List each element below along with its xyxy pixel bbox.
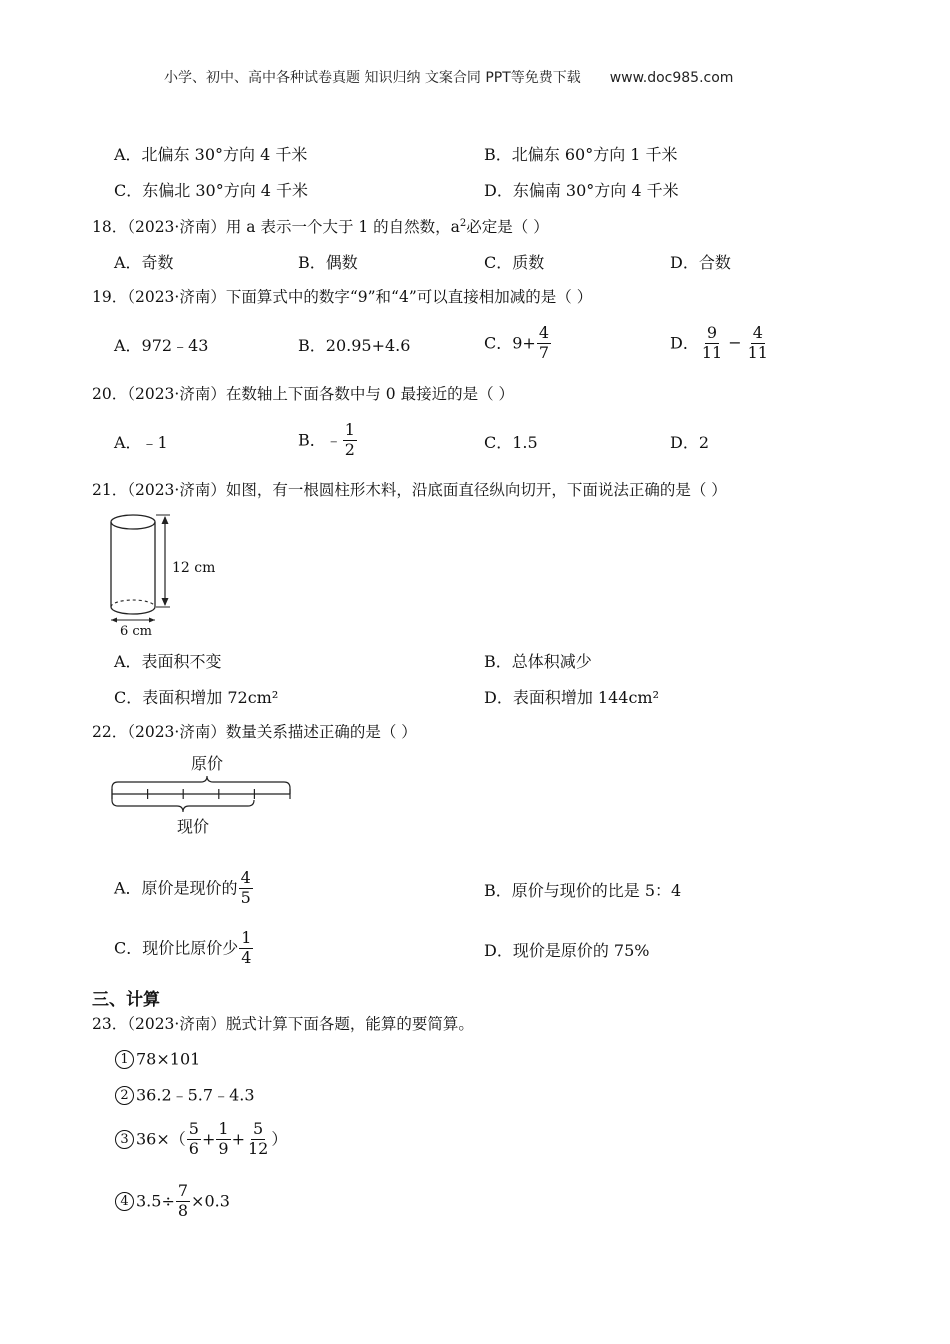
fraction-numerator: 7 [177, 1181, 189, 1200]
q23-item-4 [115, 1183, 230, 1220]
q23-item-3-prefix: 36×（ [136, 1129, 186, 1149]
q21-option-d[interactable]: D．表面积增加 144cm² [484, 688, 660, 707]
cylinder-bottom-back [111, 600, 155, 607]
q17-option-b[interactable]: B．北偏东 60°方向 1 千米 [484, 145, 678, 164]
current-price-label: 现价 [176, 817, 210, 836]
q19-option-a[interactable]: A．972﹣43 [114, 336, 209, 355]
price-bar-figure [105, 750, 300, 840]
q19-option-d-fraction-1 [700, 325, 724, 362]
fraction-denominator: 5 [240, 887, 251, 907]
header-site-link[interactable]: www.doc985.com [609, 70, 734, 86]
q20-option-a[interactable]: A．﹣1 [114, 433, 168, 452]
q20-option-d[interactable]: D．2 [670, 433, 710, 452]
fraction-numerator: 1 [344, 420, 355, 439]
q23-item-3-fraction-3 [246, 1121, 270, 1158]
q21-stem: 21．（2023·济南）如图，有一根圆柱形木料，沿底面直径纵向切开，下面说法正确的是（ ） [92, 481, 727, 499]
q19-option-c-fraction [537, 325, 551, 362]
q23-item-3-fraction-1 [187, 1121, 201, 1158]
cylinder-bottom-front [111, 607, 155, 614]
q23-item-3-fraction-2 [216, 1121, 230, 1158]
width-label: 6 cm [120, 624, 153, 639]
q18-option-a[interactable]: A．奇数 [114, 253, 174, 272]
fraction-denominator: 11 [747, 342, 768, 362]
fraction-denominator: 2 [344, 439, 355, 459]
height-label: 12 cm [172, 560, 216, 576]
circled-number: 1 [115, 1050, 134, 1069]
plus-sign: + [201, 1129, 216, 1149]
section-title: 三、计算 [92, 990, 160, 1010]
q17-option-d[interactable]: D．东偏南 30°方向 4 千米 [484, 181, 679, 200]
q21-option-b[interactable]: B．总体积减少 [484, 652, 592, 671]
fraction-numerator: 1 [241, 928, 252, 947]
q18-option-c[interactable]: C．质数 [484, 253, 545, 272]
fraction-numerator: 9 [706, 323, 718, 342]
q18-option-b[interactable]: B．偶数 [298, 253, 358, 272]
q22-option-a-fraction [239, 870, 253, 907]
q20-option-c[interactable]: C．1.5 [484, 433, 538, 452]
q23-item-3 [115, 1121, 287, 1158]
q23-stem: 23．（2023·济南）脱式计算下面各题，能算的要简算。 [92, 1015, 474, 1033]
fraction-denominator: 12 [247, 1138, 269, 1158]
q19-option-c[interactable] [484, 325, 552, 362]
top-brace [112, 776, 290, 794]
q20-stem: 20．（2023·济南）在数轴上下面各数中与 0 最接近的是（ ） [92, 385, 514, 403]
q19-option-d[interactable] [670, 325, 771, 362]
q18-option-d[interactable]: D．合数 [670, 253, 731, 272]
fraction-numerator: 5 [188, 1119, 199, 1138]
q23-item-4-suffix: ×0.3 [191, 1191, 230, 1211]
circled-number: 2 [115, 1086, 134, 1105]
q18-stem-text: 18．（2023·济南）用 a 表示一个大于 1 的自然数，a [92, 218, 460, 237]
fraction-denominator: 8 [177, 1200, 189, 1220]
fraction-denominator: 11 [701, 342, 723, 362]
q20-option-b[interactable] [298, 422, 358, 459]
height-arrow-head-down [162, 598, 169, 606]
original-price-label: 原价 [190, 754, 224, 773]
fraction-numerator: 5 [253, 1119, 264, 1138]
q18-stem [92, 219, 549, 236]
minus-sign: − [728, 333, 742, 353]
q21-option-c[interactable]: C．表面积增加 72cm² [114, 688, 279, 707]
q23-item-2-expression: 36.2﹣5.7﹣4.3 [136, 1085, 255, 1105]
fraction-denominator: 4 [241, 947, 252, 967]
q20-option-b-fraction [343, 422, 357, 459]
q22-option-d[interactable]: D．现价是原价的 75% [484, 941, 650, 960]
q17-option-c[interactable]: C．东偏北 30°方向 4 千米 [114, 181, 309, 200]
q19-option-d-fraction-2 [746, 325, 770, 362]
cylinder-figure [100, 508, 240, 640]
q19-option-d-prefix: D． [670, 333, 699, 353]
q17-option-a[interactable]: A．北偏东 30°方向 4 千米 [114, 145, 308, 164]
fraction-denominator: 7 [538, 342, 550, 362]
q18-stem-exponent: 2 [459, 218, 467, 229]
q23-item-4-prefix: 3.5÷ [136, 1191, 175, 1211]
height-arrow-head-up [162, 516, 169, 524]
q22-option-c-fraction [239, 930, 253, 967]
fraction-numerator: 4 [752, 323, 763, 342]
fraction-denominator: 6 [188, 1138, 199, 1158]
circled-number: 4 [115, 1192, 134, 1211]
q23-item-1-expression: 78×101 [136, 1049, 201, 1069]
width-arrow-head-left [111, 618, 117, 623]
q22-option-b[interactable]: B．原价与现价的比是 5：4 [484, 881, 682, 900]
q23-item-1 [115, 1050, 200, 1069]
circled-number: 3 [115, 1130, 134, 1149]
q23-item-2 [115, 1086, 255, 1105]
q22-option-a[interactable] [114, 870, 254, 907]
header-text: 小学、初中、高中各种试卷真题 知识归纳 文案合同 PPT等免费下载 [164, 70, 581, 86]
fraction-denominator: 9 [218, 1138, 229, 1158]
q19-stem: 19．（2023·济南）下面算式中的数字“9”和“4”可以直接相加减的是（ ） [92, 288, 593, 306]
q18-stem-tail: 必定是（ ） [466, 218, 549, 237]
q23-item-4-fraction [176, 1183, 190, 1220]
fraction-numerator: 1 [218, 1119, 229, 1138]
q19-option-b[interactable]: B．20.95+4.6 [298, 336, 411, 355]
fraction-numerator: 4 [538, 323, 550, 342]
q23-item-3-suffix: ） [271, 1129, 288, 1149]
width-arrow-head-right [149, 618, 155, 623]
q22-option-a-prefix: A．原价是现价的 [114, 878, 238, 898]
q19-option-c-prefix: C．9+ [484, 333, 536, 353]
cylinder-top-ellipse [111, 515, 155, 529]
plus-sign: + [231, 1129, 245, 1149]
q21-option-a[interactable]: A．表面积不变 [114, 652, 222, 671]
q22-stem: 22．（2023·济南）数量关系描述正确的是（ ） [92, 723, 417, 741]
fraction-numerator: 4 [240, 868, 251, 887]
page-header [164, 71, 733, 85]
q20-option-b-prefix: B．﹣ [298, 430, 342, 450]
q22-option-c-prefix: C．现价比原价少 [114, 938, 239, 958]
q22-option-c[interactable] [114, 930, 254, 967]
